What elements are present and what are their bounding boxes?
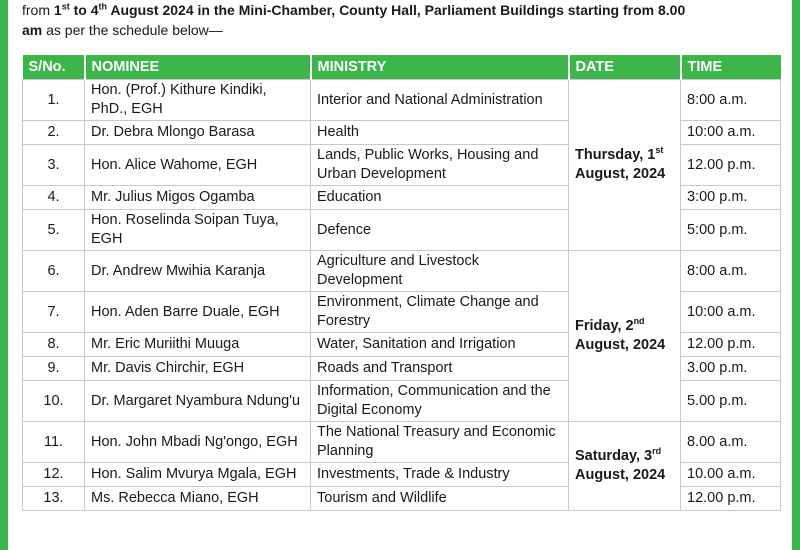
- time-slot: 12.00 p.m.: [681, 145, 781, 186]
- row-number: 3.: [23, 145, 85, 186]
- row-number: 8.: [23, 333, 85, 357]
- row-number: 9.: [23, 357, 85, 381]
- ministry-name: Information, Communication and the Digital Economy: [311, 381, 569, 422]
- time-slot: 8:00 a.m.: [681, 80, 781, 121]
- intro-text-part: to: [69, 2, 91, 18]
- date-month-year: August, 2024: [575, 166, 666, 182]
- ministry-name: Lands, Public Works, Housing and Urban Development: [311, 145, 569, 186]
- ministry-name: Interior and National Administration: [311, 80, 569, 121]
- row-number: 13.: [23, 487, 85, 511]
- row-number: 5.: [23, 210, 85, 251]
- ministry-name: Health: [311, 121, 569, 145]
- date-day: Friday, 2: [575, 318, 634, 334]
- time-slot: 12.00 p.m.: [681, 333, 781, 357]
- date-cell: [569, 80, 681, 251]
- date-month-year: August, 2024: [575, 337, 666, 353]
- row-number: 11.: [23, 422, 85, 463]
- ministry-name: Investments, Trade & Industry: [311, 463, 569, 487]
- start-day: 1: [53, 2, 62, 18]
- header-date: DATE: [569, 55, 681, 80]
- ministry-name: Water, Sanitation and Irrigation: [311, 333, 569, 357]
- row-number: 1.: [23, 80, 85, 121]
- time-slot: 5:00 p.m.: [681, 210, 781, 251]
- row-number: 4.: [23, 186, 85, 210]
- vetting-schedule-table: [22, 55, 781, 511]
- ministry-name: Education: [311, 186, 569, 210]
- nominee-name: Hon. John Mbadi Ng'ongo, EGH: [85, 422, 311, 463]
- table-row: [23, 422, 781, 463]
- date-cell: [569, 422, 681, 511]
- nominee-name: Hon. Aden Barre Duale, EGH: [85, 292, 311, 333]
- date-day: Thursday, 1: [575, 147, 656, 163]
- time-slot: 12.00 p.m.: [681, 487, 781, 511]
- date-cell: [569, 251, 681, 422]
- time-slot: 8:00 a.m.: [681, 251, 781, 292]
- date-day-suffix: nd: [633, 316, 645, 327]
- table-row: [23, 251, 781, 292]
- time-slot: 3:00 p.m.: [681, 186, 781, 210]
- time-slot: 5.00 p.m.: [681, 381, 781, 422]
- header-ministry: MINISTRY: [311, 55, 569, 80]
- nominee-name: Mr. Julius Migos Ogamba: [85, 186, 311, 210]
- time-slot: 3.00 p.m.: [681, 357, 781, 381]
- date-day-suffix: rd: [652, 446, 662, 457]
- nominee-name: Dr. Margaret Nyambura Ndung'u: [85, 381, 311, 422]
- time-slot: 8.00 a.m.: [681, 422, 781, 463]
- table-body: [23, 80, 781, 511]
- nominee-name: Dr. Andrew Mwihia Karanja: [85, 251, 311, 292]
- intro-text-part: as per the schedule below—: [42, 22, 223, 38]
- header-sno: S/No.: [23, 55, 85, 80]
- row-number: 2.: [23, 121, 85, 145]
- nominee-name: Hon. Alice Wahome, EGH: [85, 145, 311, 186]
- header-time: TIME: [681, 55, 781, 80]
- ministry-name: Agriculture and Livestock Development: [311, 251, 569, 292]
- nominee-name: Hon. Salim Mvurya Mgala, EGH: [85, 463, 311, 487]
- nominee-name: Ms. Rebecca Miano, EGH: [85, 487, 311, 511]
- row-number: 7.: [23, 292, 85, 333]
- ministry-name: Environment, Climate Change and Forestry: [311, 292, 569, 333]
- ministry-name: Defence: [311, 210, 569, 251]
- ministry-name: Roads and Transport: [311, 357, 569, 381]
- intro-text-part: from: [22, 2, 54, 18]
- time-slot: 10:00 a.m.: [681, 121, 781, 145]
- row-number: 6.: [23, 251, 85, 292]
- row-number: 10.: [23, 381, 85, 422]
- date-month-year: August, 2024: [575, 467, 666, 483]
- ministry-name: Tourism and Wildlife: [311, 487, 569, 511]
- start-day-suffix: st: [61, 1, 70, 12]
- nominee-name: Hon. Roselinda Soipan Tuya, EGH: [85, 210, 311, 251]
- table-header-row: [23, 55, 781, 80]
- nominee-name: Dr. Debra Mlongo Barasa: [85, 121, 311, 145]
- header-nominee: NOMINEE: [85, 55, 311, 80]
- ministry-name: The National Treasury and Economic Planning: [311, 422, 569, 463]
- time-slot: 10:00 a.m.: [681, 292, 781, 333]
- nominee-name: Mr. Davis Chirchir, EGH: [85, 357, 311, 381]
- date-day-suffix: st: [655, 145, 664, 156]
- intro-text: [22, 0, 782, 40]
- start-time-suffix: am: [22, 22, 43, 38]
- nominee-name: Hon. (Prof.) Kithure Kindiki, PhD., EGH: [85, 80, 311, 121]
- venue-text: August 2024 in the Mini-Chamber, County Hall, Parliament Buildings starting from 8.00: [107, 2, 686, 18]
- left-green-border: [0, 0, 8, 550]
- time-slot: 10.00 a.m.: [681, 463, 781, 487]
- end-day: 4: [90, 2, 99, 18]
- end-day-suffix: th: [98, 1, 107, 12]
- table-row: [23, 80, 781, 121]
- nominee-name: Mr. Eric Muriithi Muuga: [85, 333, 311, 357]
- date-day: Saturday, 3: [575, 448, 653, 464]
- row-number: 12.: [23, 463, 85, 487]
- right-green-border: [792, 0, 800, 550]
